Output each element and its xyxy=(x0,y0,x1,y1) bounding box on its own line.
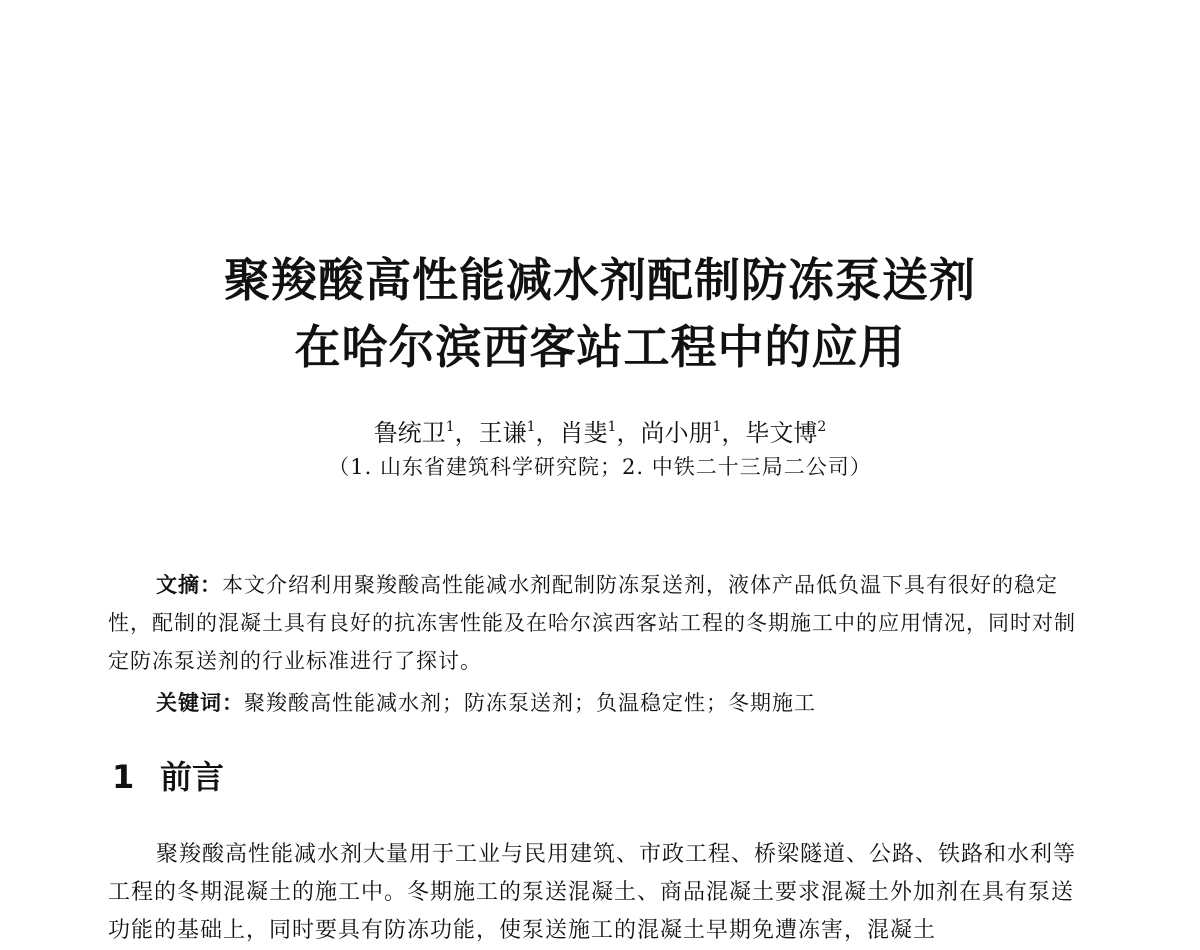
author-separator: ， xyxy=(454,419,479,447)
section-heading xyxy=(112,752,224,802)
author-name: 尚小朋 xyxy=(640,419,713,447)
author-affil-mark: 1 xyxy=(445,419,455,435)
author-name: 王谦 xyxy=(478,419,527,447)
abstract-text: 本文介绍利用聚羧酸高性能减水剂配制防冻泵送剂，液体产品低负温下具有很好的稳定性，配制的混凝土具有良好的抗冻害性能及在哈尔滨西客站工程的冬期施工中的应用情况，同时对制定防冻泵送剂的行业标准进行了探讨。 xyxy=(108,573,1076,673)
keywords-label: 关键词： xyxy=(156,691,244,715)
author-separator: ， xyxy=(721,419,746,447)
author-name: 鲁统卫 xyxy=(373,419,446,447)
author-name: 肖斐 xyxy=(559,419,608,447)
author-name: 毕文博 xyxy=(745,419,818,447)
section-number: 1 xyxy=(112,758,135,796)
author-separator: ， xyxy=(535,419,560,447)
keywords-text: 聚羧酸高性能减水剂；防冻泵送剂；负温稳定性；冬期施工 xyxy=(244,691,816,715)
affiliations: （1. 山东省建筑科学研究院；2. 中铁二十三局二公司） xyxy=(328,455,872,479)
keywords xyxy=(156,684,1090,722)
section-title: 前言 xyxy=(160,758,225,796)
paper-title-line-1: 聚羧酸高性能减水剂配制防冻泵送剂 xyxy=(224,253,976,307)
paper-title-line-2: 在哈尔滨西客站工程中的应用 xyxy=(294,320,906,374)
author-affil-mark: 1 xyxy=(712,419,722,435)
author-list xyxy=(0,410,1200,450)
body-paragraph: 聚羧酸高性能减水剂大量用于工业与民用建筑、市政工程、桥梁隧道、公路、铁路和水利等工程的冬期混凝土的施工中。冬期施工的泵送混凝土、商品混凝土要求混凝土外加剂在具有泵送功能的基础上，同时要具有防冻功能，使泵送施工的混凝土早期免遭冻害，混凝土 xyxy=(108,842,1077,943)
author-affil-mark: 2 xyxy=(817,419,827,435)
author-separator: ， xyxy=(616,419,641,447)
abstract-label: 文摘： xyxy=(156,573,222,597)
abstract xyxy=(108,566,1090,680)
author-affil-mark: 1 xyxy=(607,419,617,435)
author-affil-mark: 1 xyxy=(526,419,536,435)
